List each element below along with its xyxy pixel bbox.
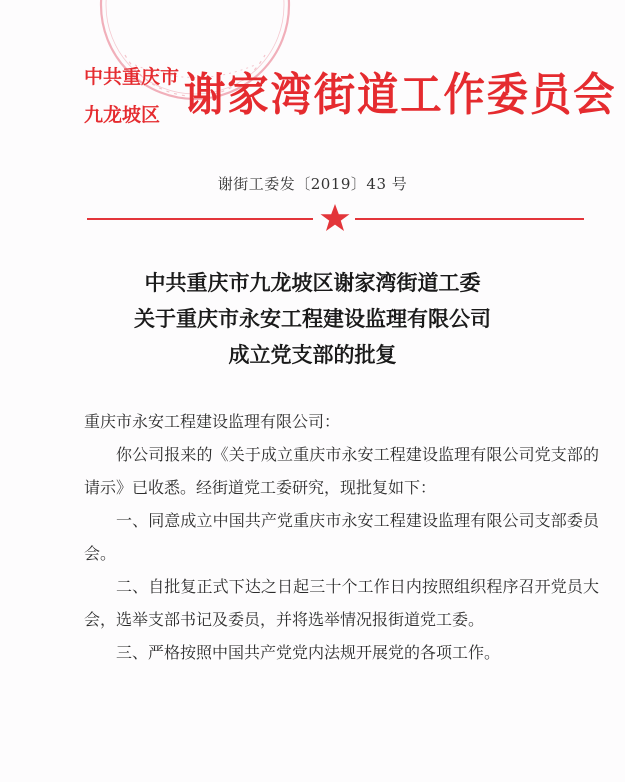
- red-star-icon: [319, 202, 351, 234]
- committee-name: 谢家湾街道工作委员会: [184, 68, 617, 121]
- body-paragraph: 三、严格按照中国共产党党内法规开展党的各项工作。: [116, 643, 501, 662]
- red-rule-left: [87, 218, 313, 220]
- document-body: [84, 405, 599, 669]
- title-line-3: 成立党支部的批复: [228, 343, 397, 367]
- document-number: 谢街工委发〔2019〕43 号: [217, 175, 408, 193]
- addressee: 重庆市永安工程建设监理有限公司：: [84, 412, 341, 431]
- org-line-1: 中共重庆市: [84, 66, 180, 88]
- party-org-name: [84, 58, 180, 134]
- title-line-2: 关于重庆市永安工程建设监理有限公司: [134, 307, 491, 331]
- body-paragraph: 一、同意成立中国共产党重庆市永安工程建设监理有限公司支部委员会。: [84, 511, 599, 563]
- body-paragraph: 二、自批复正式下达之日起三十个工作日内按照组织程序召开党员大会，选举支部书记及委员，并将选举情况报街道党工委。: [84, 577, 599, 629]
- body-paragraph: 你公司报来的《关于成立重庆市永安工程建设监理有限公司党支部的请示》已收悉。经街道党工委研究，现批复如下：: [84, 445, 599, 497]
- title-line-1: 中共重庆市九龙坡区谢家湾街道工委: [144, 271, 481, 295]
- red-rule-right: [355, 218, 584, 220]
- org-line-2: 九龙坡区: [84, 104, 161, 126]
- document-title: [0, 265, 625, 373]
